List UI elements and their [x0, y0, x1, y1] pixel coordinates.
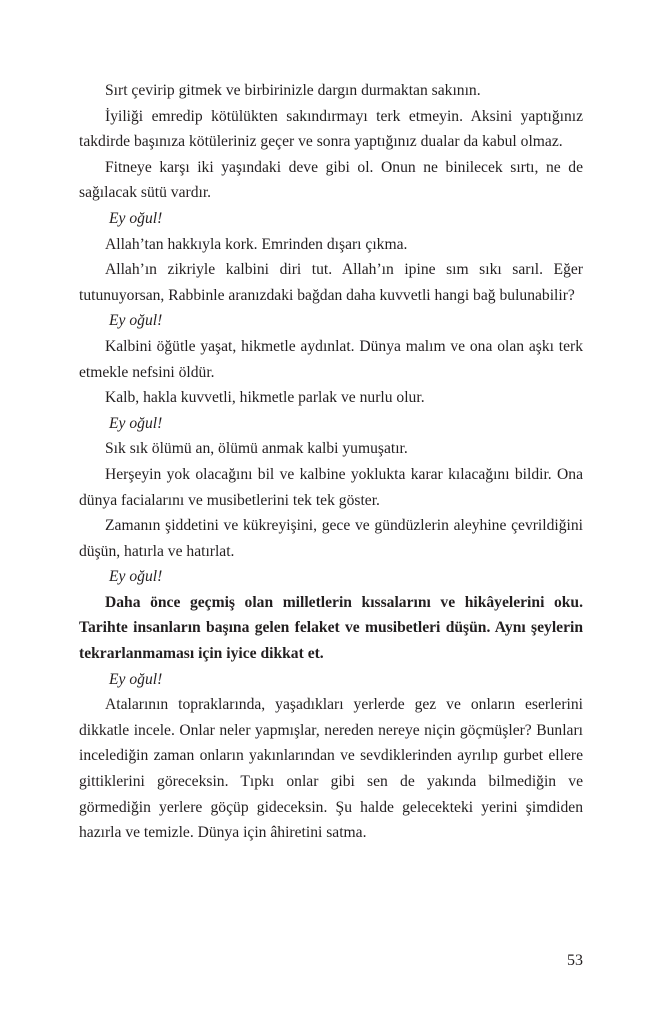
page-number: 53 — [567, 952, 583, 969]
address-line: Ey oğul! — [109, 209, 163, 227]
paragraph: Allah’tan hakkıyla kork. Emrinden dışarı çıkma. — [105, 235, 408, 253]
paragraph: Kalb, hakla kuvvetli, hikmetle parlak ve nurlu olur. — [105, 389, 425, 407]
paragraph: Herşeyin yok olacağını bil ve kalbine yoklukta karar kılacağını bildir. Ona dünya facialarını ve musibetlerini tek tek göster. — [79, 465, 583, 509]
bold-paragraph: Daha önce geçmiş olan milletlerin kıssalarını ve hikâyelerini oku. Tarihte insanların başına gelen felaket ve musibetleri düşün. Aynı şeylerin tekrarlanmaması için iyice dikkat et. — [79, 593, 583, 663]
paragraph: Zamanın şiddetini ve kükreyişini, gece ve gündüzlerin aleyhine çevrildiğini düşün, hatırla ve hatırlat. — [79, 517, 583, 560]
paragraph: Allah’ın zikriyle kalbini diri tut. Allah’ın ipine sım sıkı sarıl. Eğer tutunuyorsan, Rabbinle aranızdaki bağdan daha kuvvetli hangi bağ bulunabilir? — [79, 261, 583, 304]
paragraph: Sırt çevirip gitmek ve birbirinizle dargın durmaktan sakının. — [105, 82, 481, 99]
address-line: Ey oğul! — [109, 568, 163, 586]
paragraph: Sık sık ölümü an, ölümü anmak kalbi yumuşatır. — [105, 440, 408, 458]
paragraph: Kalbini öğütle yaşat, hikmetle aydınlat. Dünya malım ve ona olan aşkı terk etmekle nefsini öldür. — [79, 337, 583, 381]
paragraph: Fitneye karşı iki yaşındaki deve gibi ol. Onun ne binilecek sırtı, ne de sağılacak sütü vardır. — [79, 158, 583, 202]
paragraph: Atalarının topraklarında, yaşadıkları yerlerde gez ve onların eserlerini dikkatle incele. Onlar neler yapmışlar, nereden nereye niçin göçmüşler? Bunları incelediğin zaman onların yakınlarından ve sevdiklerinden ayrılıp gurbet ellere gittiklerini göreceksin. Tıpkı onlar gibi sen de yakında bilmediğin ve görmediğin yerlere göçüp gideceksin. Şu halde gelecekteki yerini şimdiden hazırla ve temizle. Dünya için âhiretini satma. — [79, 696, 583, 842]
address-line: Ey oğul! — [109, 312, 163, 330]
address-line: Ey oğul! — [109, 670, 163, 688]
address-line: Ey oğul! — [109, 414, 163, 432]
paragraph: İyiliği emredip kötülükten sakındırmayı terk etmeyin. Aksini yaptığınız takdirde başınıza kötüleriniz geçer ve sonra yaptığınız dualar da kabul olmaz. — [79, 107, 583, 151]
page-body — [79, 78, 583, 846]
